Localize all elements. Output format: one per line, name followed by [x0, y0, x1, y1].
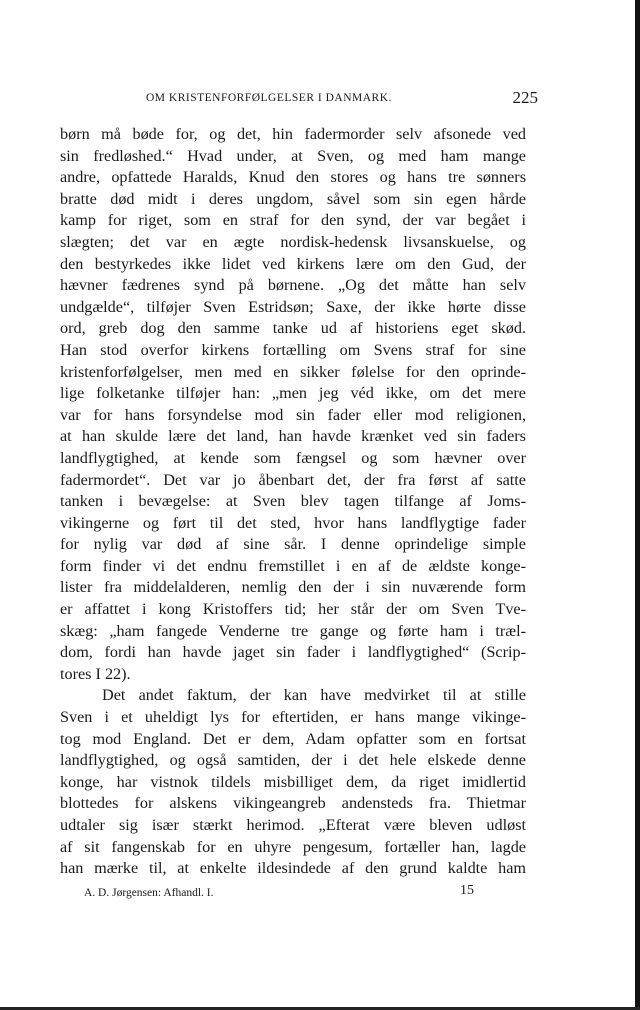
- page-edge: [635, 0, 640, 1010]
- text-line: af sit fangenskab for en uhyre pengesum, fortæller han, lagde: [60, 837, 526, 856]
- text-line: lige folketanke tilføjer han: „men jeg véd ikke, om det mere: [60, 384, 526, 403]
- text-line: bratte død midt i deres ungdom, såvel som sin egen hårde: [60, 189, 526, 208]
- text-line: Han stod overfor kirkens fortælling om Svens straf for sine: [60, 340, 526, 359]
- text-line: andre, opfattede Haralds, Knud den stores og hans tre sønners: [60, 168, 526, 187]
- sheet-number: 15: [460, 883, 474, 898]
- text-line: tog mod England. Det er dem, Adam opfatter som en fortsat: [60, 729, 526, 748]
- text-line: lister fra middelalderen, nemlig den der i sin nuværende form: [60, 578, 526, 597]
- text-line: udtaler sig især stærkt herimod. „Efterat være bleven udløst: [60, 816, 526, 834]
- page-number: 225: [512, 88, 538, 107]
- text-line: Sven i et uheldigt lys for eftertiden, er hans mange vikinge-: [60, 708, 526, 727]
- text-line: er affattet i kong Kristoffers tid; her står der om Sven Tve-: [60, 600, 526, 619]
- text-line-paragraph-start: Det andet faktum, der kan have medvirket til at stille: [102, 686, 526, 705]
- text-line: slægten; det var en ægte nordisk-hedensk livsanskuelse, og: [60, 232, 526, 251]
- text-line: blottedes for alskens vikingeangreb andensteds fra. Thietmar: [60, 794, 526, 813]
- text-line: landflygtighed, og også samtiden, der i det hele elskede denne: [60, 751, 526, 770]
- text-line: kamp for riget, som en straf for den synd, der var begået i: [60, 211, 526, 230]
- text-line: sin fredløshed.“ Hvad under, at Sven, og med ham mange: [60, 146, 526, 165]
- text-line: at han skulde lære det land, han havde krænket ved sin faders: [60, 427, 526, 446]
- text-line-paragraph-end: tores I 22).: [60, 664, 131, 683]
- text-line: landflygtighed, at kende som fængsel og som hævner over: [60, 448, 526, 467]
- text-line: form finder vi det endnu fremstillet i en af de ældste konge-: [60, 556, 526, 575]
- text-line: vikingerne og ført til det sted, hvor hans landflygtige fader: [60, 513, 526, 532]
- text-line: fadermordet“. Det var jo åbenbart det, der fra først af satte: [60, 470, 526, 489]
- sheet-signature: A. D. Jørgensen: Afhandl. I.: [84, 887, 214, 899]
- text-line: konge, har vistnok tildels misbilliget dem, da riget imidlertid: [60, 772, 526, 791]
- page-header: [60, 88, 538, 112]
- text-line: dom, fordi han havde jaget sin fader i landflygtighed“ (Scrip-: [60, 643, 526, 662]
- text-line: ord, greb dog den samme tanke ud af historiens eget skød.: [60, 319, 526, 338]
- text-line: børn må bøde for, og det, hin fadermorder selv afsonede ved: [60, 125, 526, 143]
- text-line: var for hans forsyndelse mod sin fader eller mod religionen,: [60, 405, 526, 424]
- text-line: den bestyrkedes ikke lidet ved kirkens lære om den Gud, der: [60, 254, 526, 273]
- text-line: undgælde“, tilføjer Sven Estridsøn; Saxe, der ikke hørte disse: [60, 297, 526, 316]
- text-line: tanken i bevægelse: at Sven blev tagen tilfange af Joms-: [60, 492, 526, 511]
- text-line: hævner fædrenes synd på børnene. „Og det måtte han selv: [60, 276, 526, 295]
- page-footer: [84, 883, 474, 903]
- text-line: kristenforfølgelser, men med en sikker følelse for den oprinde-: [60, 362, 526, 381]
- text-line: skæg: „ham fangede Venderne tre gange og førte ham i træl-: [60, 621, 526, 640]
- running-title: OM KRISTENFORFØLGELSER I DANMARK.: [146, 92, 392, 104]
- text-line: han mærke til, at enkelte ildesindede af den grund kaldte ham: [60, 859, 526, 878]
- text-line: for nylig var død af sine sår. I denne oprindelige simple: [60, 535, 526, 554]
- body-text: [60, 124, 526, 880]
